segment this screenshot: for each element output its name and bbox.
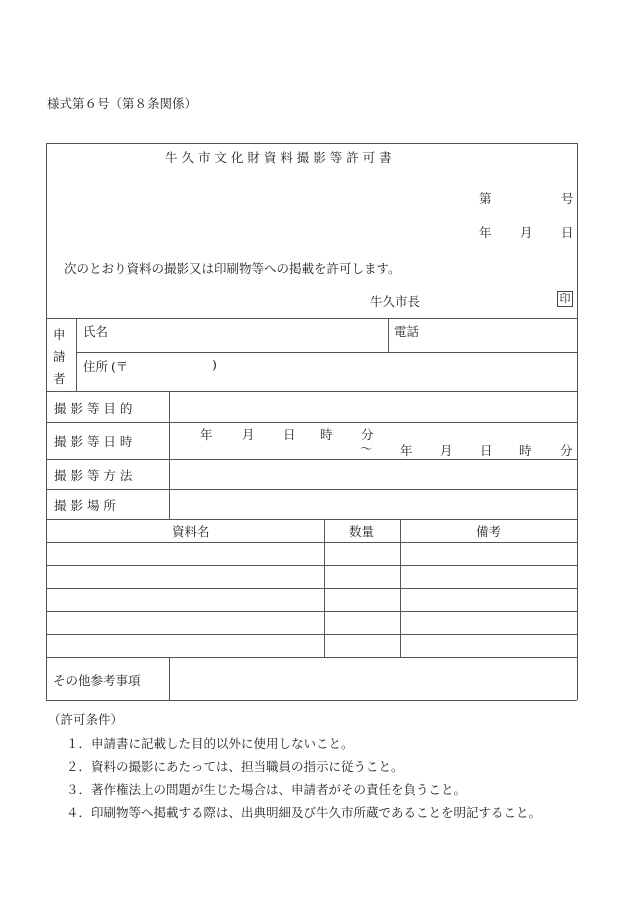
start-hour: 時 xyxy=(320,427,333,442)
permission-statement: 次のとおり資料の撮影又は印刷物等への掲載を許可します。 xyxy=(64,261,401,276)
start-minute: 分 xyxy=(361,427,374,442)
rule xyxy=(46,657,577,658)
rule xyxy=(46,565,577,566)
method-label: 撮 影 等 方 法 xyxy=(54,468,133,483)
datetime-separator: ～ xyxy=(360,441,373,456)
condition-item: ２．資料の撮影にあたっては、担当職員の指示に従うこと。 xyxy=(66,759,404,774)
rule xyxy=(46,459,577,460)
end-day: 日 xyxy=(480,443,493,458)
applicant-label-2: 請 xyxy=(53,349,66,364)
rule xyxy=(76,318,77,391)
other-notes-label: その他参考事項 xyxy=(53,673,141,688)
rule xyxy=(46,391,577,392)
rule xyxy=(46,542,577,543)
conditions-title: （許可条件） xyxy=(48,712,124,727)
address-label: 住所 xyxy=(83,359,109,374)
purpose-label: 撮 影 等 目 的 xyxy=(54,401,133,416)
rule xyxy=(46,611,577,612)
issuer-name: 牛久市長 xyxy=(370,294,421,309)
header-quantity: 数量 xyxy=(349,524,375,539)
rule xyxy=(46,634,577,635)
phone-label: 電話 xyxy=(394,324,420,339)
rule xyxy=(324,519,325,657)
postal-open: (〒 xyxy=(111,359,129,374)
date-month: 月 xyxy=(520,225,533,240)
rule xyxy=(46,588,577,589)
start-day: 日 xyxy=(283,427,296,442)
applicant-label-3: 者 xyxy=(53,371,66,386)
rule xyxy=(169,391,170,519)
datetime-label: 撮 影 等 日 時 xyxy=(54,434,133,449)
place-label: 撮 影 場 所 xyxy=(54,498,116,513)
end-minute: 分 xyxy=(560,443,573,458)
rule xyxy=(76,352,577,353)
rule xyxy=(169,657,170,700)
rule xyxy=(46,519,577,520)
start-year: 年 xyxy=(200,427,213,442)
condition-item: ３．著作権法上の問題が生じた場合は、申請者がその責任を負うこと。 xyxy=(66,782,467,797)
form-border-right xyxy=(577,143,578,700)
form-title: 牛 久 市 文 化 財 資 料 撮 影 等 許 可 書 xyxy=(165,150,392,165)
rule xyxy=(388,318,389,352)
number-dai: 第 xyxy=(479,191,492,206)
applicant-label-1: 申 xyxy=(53,327,66,342)
form-border-top xyxy=(46,143,577,144)
header-remarks: 備考 xyxy=(476,524,502,539)
form-border-bottom xyxy=(46,700,577,701)
date-year: 年 xyxy=(479,225,492,240)
form-number: 様式第６号（第８条関係） xyxy=(47,96,198,111)
date-day: 日 xyxy=(561,225,574,240)
rule xyxy=(46,318,577,319)
postal-close: ) xyxy=(212,357,217,372)
number-go: 号 xyxy=(561,191,574,206)
seal-mark: 印 xyxy=(557,291,573,307)
start-month: 月 xyxy=(242,427,255,442)
rule xyxy=(400,519,401,657)
condition-item: １．申請書に記載した目的以外に使用しないこと。 xyxy=(66,736,354,751)
rule xyxy=(46,422,577,423)
end-hour: 時 xyxy=(519,443,532,458)
end-year: 年 xyxy=(400,443,413,458)
header-material-name: 資料名 xyxy=(172,524,210,539)
condition-item: ４．印刷物等へ掲載する際は、出典明細及び牛久市所蔵であることを明記すること。 xyxy=(66,805,542,820)
end-month: 月 xyxy=(440,443,453,458)
rule xyxy=(46,489,577,490)
name-label: 氏名 xyxy=(83,324,109,339)
